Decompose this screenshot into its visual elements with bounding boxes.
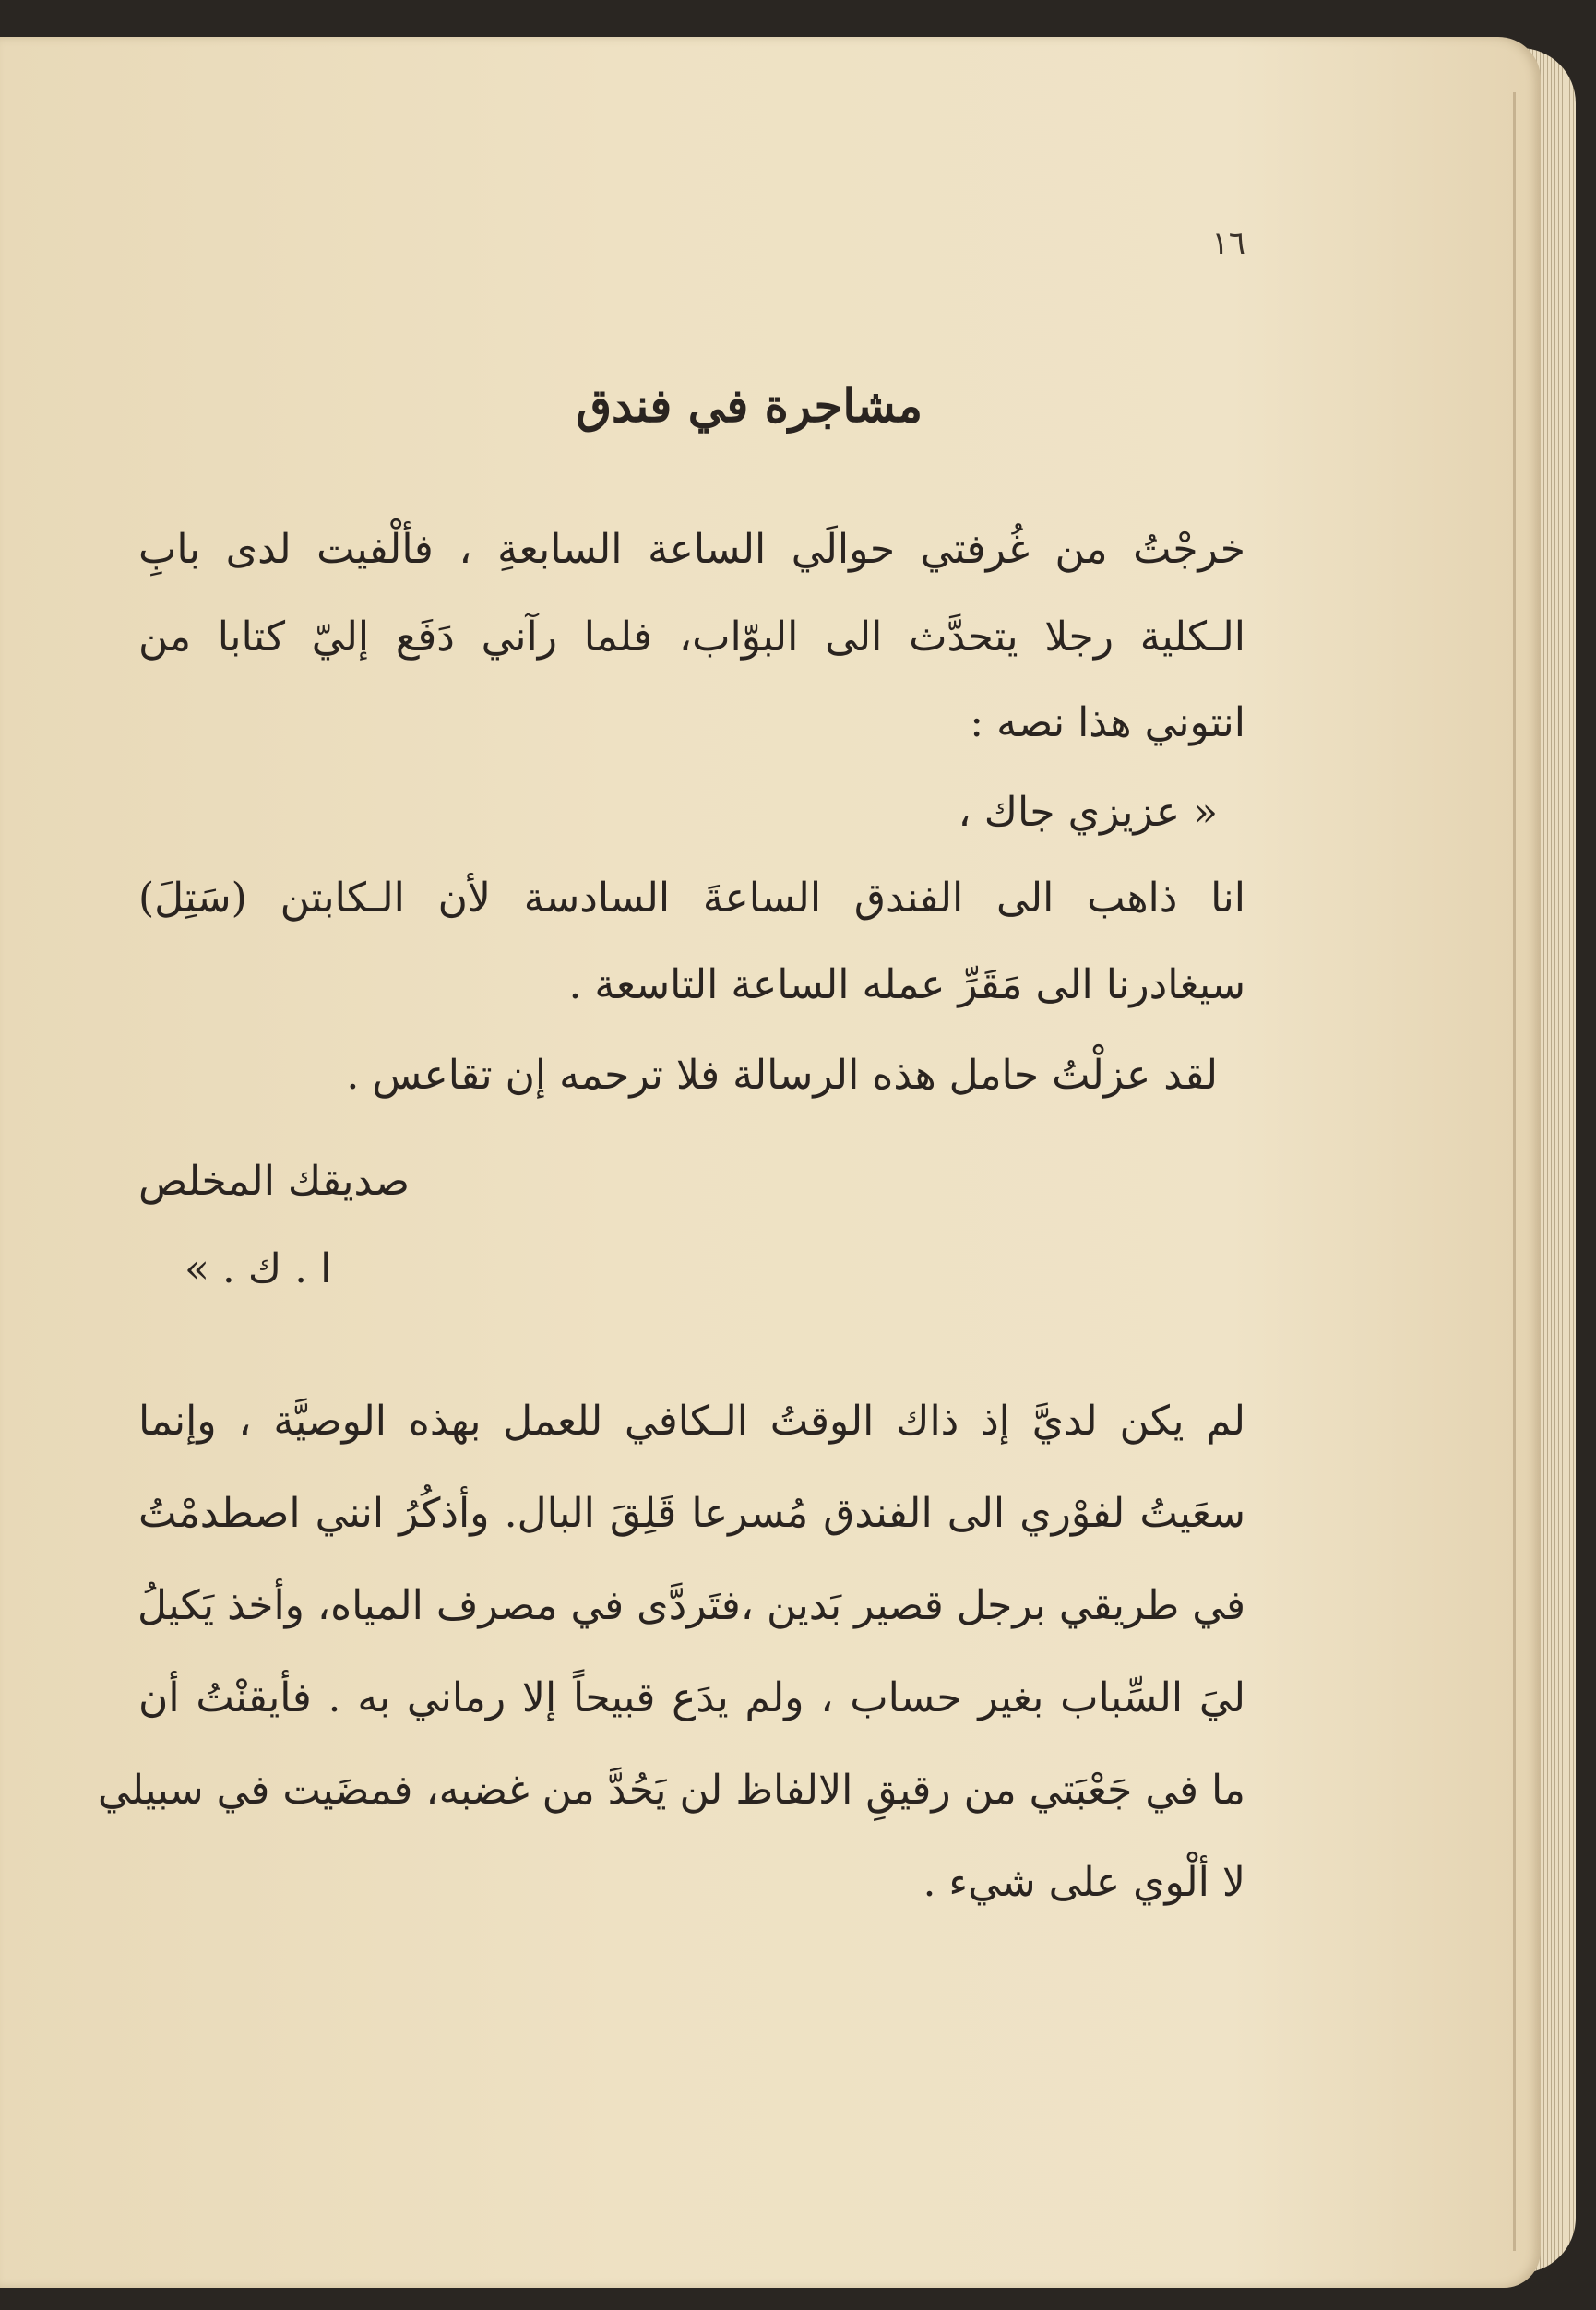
paragraph-line: انتوني هذا نصه :	[970, 699, 1245, 746]
page-text-area	[98, 175, 1245, 2205]
paragraph-line: سعَيتُ لفوْري الى الفندق مُسرعا قَلِقَ البال. وأذكُرُ انني اصطدمْتُ	[138, 1490, 1245, 1537]
page-fold	[1513, 92, 1516, 2251]
paragraph-line: في طريقي برجل قصير بَدين ،فتَردَّى في مصرف المياه، وأخذ يَكيلُ	[137, 1582, 1245, 1629]
letter-line: انا ذاهب الى الفندق الساعةَ السادسة لأن الـكابتن (سَتِلَ)	[138, 875, 1245, 922]
letter-greeting: « عزيزي جاك ،	[958, 789, 1218, 836]
paragraph-line: لا ألْوي على شيء .	[923, 1859, 1245, 1906]
chapter-title: مشاجرة في فندق	[576, 378, 923, 433]
page-number: ١٦	[1211, 225, 1245, 262]
paragraph-line: خرجْتُ من غُرفتي حوالَي الساعة السابعةِ ، فألْفيت لدى بابِ	[138, 526, 1245, 573]
paragraph-line: الـكلية رجلا يتحدَّث الى البوّاب، فلما رآني دَفَع إليّ كتابا من	[138, 613, 1245, 661]
letter-signature: ا . ك . »	[185, 1245, 332, 1292]
paragraph-line: ليَ السِّباب بغير حساب ، ولم يدَع قبيحاً إلا رماني به . فأيقنْتُ أن	[138, 1674, 1245, 1721]
letter-line: سيغادرنا الى مَقَرِّ عمله الساعة التاسعة .	[568, 961, 1245, 1008]
book-page	[0, 37, 1541, 2288]
letter-line: لقد عزلْتُ حامل هذه الرسالة فلا ترحمه إن تقاعس .	[346, 1052, 1218, 1099]
paragraph-line: ما في جَعْبَتي من رقيقِ الالفاظ لن يَحُدَّ من غضبه، فمضَيت في سبيلي	[98, 1767, 1245, 1814]
letter-closing: صديقك المخلص	[138, 1158, 410, 1205]
paragraph-line: لم يكن لديَّ إذ ذاك الوقتُ الـكافي للعمل بهذه الوصيَّة ، وإنما	[138, 1398, 1245, 1445]
